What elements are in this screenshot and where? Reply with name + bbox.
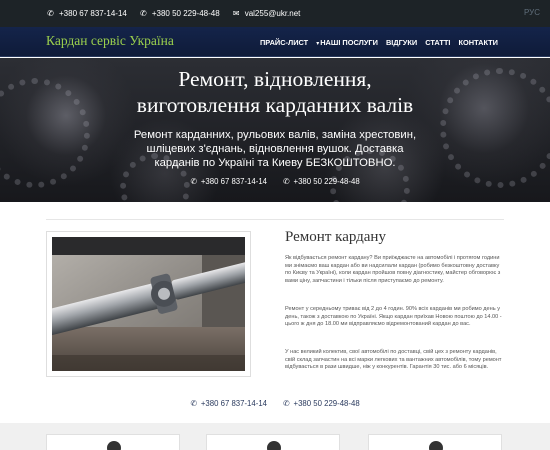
services-strip [0,423,550,450]
hero-phones [0,177,550,186]
about-phone-2-text: +380 50 229-48-48 [293,399,360,408]
about-paragraph-2: Ремонт у середньому триває від 2 до 4 годин. 90% всіх карданів ми робимо день у день, також з доставкою по Україні. Якщо кардан приїхав Новою поштою до 14.00 - цього ж дня до 18.00 ми відправляємо відремонтований кардан до вас. [285,306,502,328]
hero-phone-1-text: +380 67 837-14-14 [200,177,267,186]
nav-reviews[interactable]: ВІДГУКИ [385,38,418,47]
topbar-email[interactable] [232,9,301,18]
hero-banner [0,58,550,202]
cardan-photo-frame [46,231,251,377]
hero-phone-1[interactable] [190,177,267,186]
hero-phone-2[interactable] [283,177,360,186]
service-icon [267,441,281,450]
about-phone-1[interactable] [190,399,267,408]
service-icon [429,441,443,450]
hero-title [0,66,550,118]
phone-icon: ✆ [190,399,197,408]
phone-icon: ✆ [47,9,54,18]
hero-title-line-1: Ремонт, відновлення, [178,67,372,91]
about-phones [0,399,550,408]
nav-articles[interactable]: СТАТТІ [425,38,451,47]
service-card[interactable] [46,434,180,450]
service-card[interactable] [368,434,502,450]
topbar-phone-1-text: +380 67 837-14-14 [59,9,127,18]
nav-price-list[interactable]: ПРАЙС-ЛИСТ [259,38,309,47]
service-card[interactable] [206,434,340,450]
topbar-phone-1[interactable] [46,9,127,18]
topbar-phone-2[interactable] [139,9,220,18]
hero-subtitle-line-2: шліцевих з'єднань, відновлення вушок. Доставка [146,143,404,155]
about-phone-1-text: +380 67 837-14-14 [200,399,267,408]
cardan-shaft-illustration [52,237,245,371]
top-contact-bar [0,0,550,27]
about-phone-2[interactable] [283,399,360,408]
hero-subtitle-line-3: карданів по Україні та Киеву БЕЗКОШТОВНО. [154,157,396,169]
nav-services-label: НАШІ ПОСЛУГИ [320,38,378,47]
language-switch[interactable]: РУС [523,8,540,17]
hero-subtitle [0,128,550,170]
hero-subtitle-line-1: Ремонт карданних, рульових валів, заміна хрестовин, [133,129,417,141]
topbar-phone-2-text: +380 50 229-48-48 [151,9,220,18]
about-paragraph-3: У нас великий колектив, свої автомобілі по доставці, свій цех з ремонту карданів, свій склад запчастин на всі марки легкових та вантажних автомобілів, тому ремонт відбувається в рази швидше, ніж у конкурентів. Гарантія 30 тис. або 6 місяців. [285,349,502,371]
site-brand[interactable]: Кардан сервіс Україна [46,33,174,48]
phone-icon: ✆ [190,177,197,186]
phone-icon: ✆ [139,9,147,18]
phone-icon: ✆ [283,177,290,186]
service-icon [107,441,121,450]
section-divider [46,219,504,220]
topbar-email-text: val255@ukr.net [244,9,301,18]
about-paragraph-1: Як відбувається ремонт кардану? Ви приїжджаєте на автомобілі і протягом години ми знімаємо ваш кардан або ви надсилали кардан (робимо безкоштовну доставку по Києву та Україні), коли кардан пройшов повну діагностику, майстер обговорює з вами ціну, запчастини і тільки після приступаємо до ремонту. [285,255,501,284]
phone-icon: ✆ [283,399,290,408]
cardan-shaft-photo [52,237,245,371]
nav-menu [252,38,498,47]
nav-services[interactable] [316,38,378,47]
hero-phone-2-text: +380 50 229-48-48 [293,177,360,186]
main-navbar [0,27,550,57]
envelope-icon: ✉ [232,9,240,18]
caret-down-icon: ▾ [316,41,320,47]
about-title: Ремонт кардану [285,229,386,245]
hero-title-line-2: виготовлення карданних валів [136,93,414,117]
nav-contacts[interactable]: КОНТАКТИ [458,38,498,47]
